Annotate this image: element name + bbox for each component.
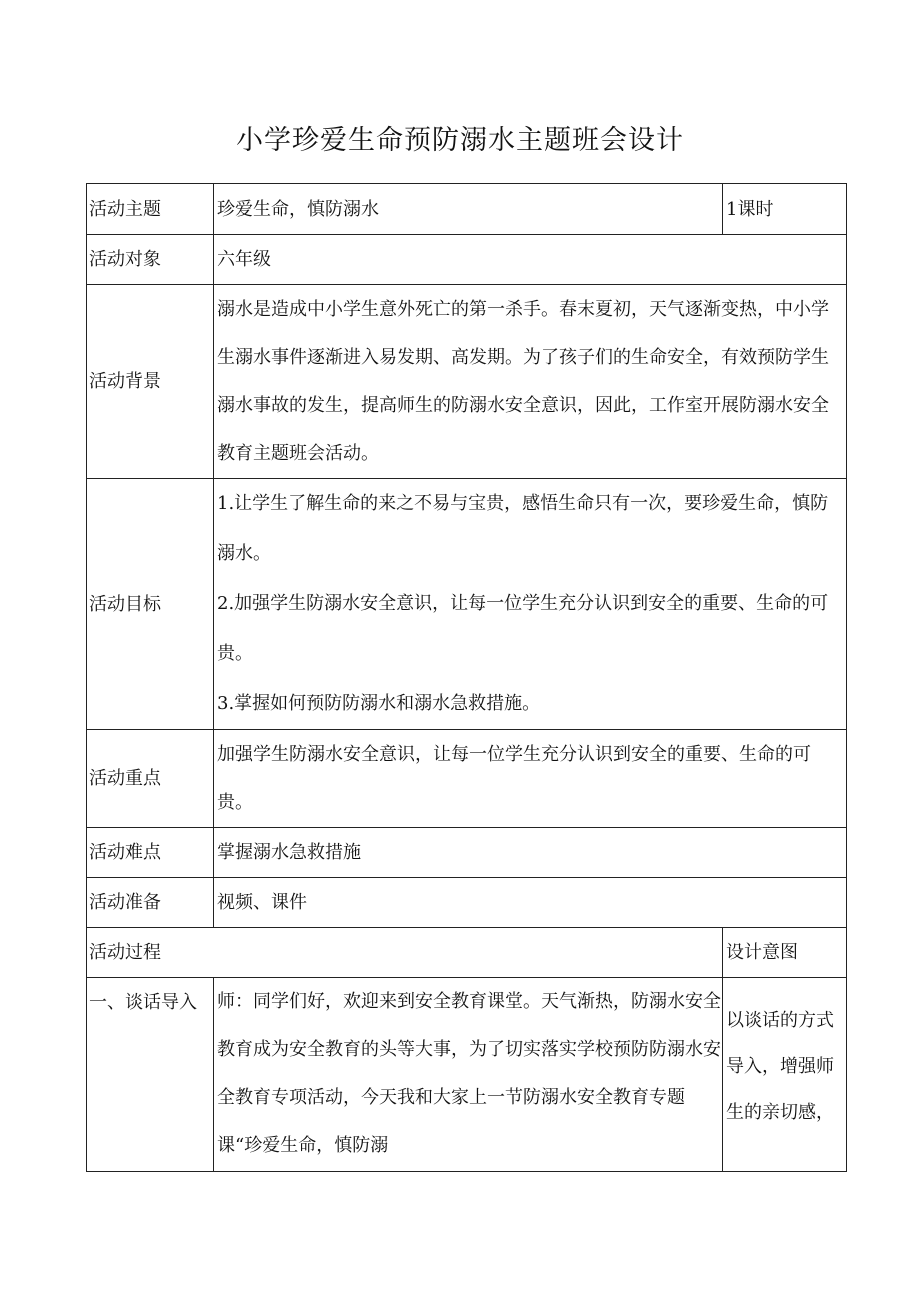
row-step1	[87, 978, 847, 1172]
goal-item: 1.让学生了解生命的来之不易与宝贵，感悟生命只有一次，要珍爱生命，慎防溺水。	[217, 493, 829, 564]
preparation-text: 视频、课件	[214, 878, 847, 928]
lesson-plan-table	[86, 183, 847, 1172]
row-process-header	[87, 928, 847, 978]
row-preparation	[87, 878, 847, 928]
theme-label: 活动主题	[87, 184, 214, 235]
row-goals	[87, 479, 847, 730]
step1-intent: 以谈话的方式导入，增强师生的亲切感，	[723, 978, 847, 1172]
goal-item: 2.加强学生防溺水安全意识，让每一位学生充分认识到安全的重要、生命的可贵。	[217, 593, 829, 664]
step1-content	[214, 978, 723, 1172]
theme-duration: 1课时	[723, 184, 847, 235]
audience-value: 六年级	[214, 235, 847, 285]
row-audience	[87, 235, 847, 285]
row-difficulty	[87, 828, 847, 878]
preparation-label: 活动准备	[87, 878, 214, 928]
row-background	[87, 285, 847, 479]
focus-text: 加强学生防溺水安全意识，让每一位学生充分认识到安全的重要、生命的可贵。	[214, 730, 847, 828]
theme-value: 珍爱生命，慎防溺水	[214, 184, 723, 235]
difficulty-label: 活动难点	[87, 828, 214, 878]
focus-label: 活动重点	[87, 730, 214, 828]
step1-text: 师：同学们好，欢迎来到安全教育课堂。天气渐热，防溺水安全教育成为安全教育的头等大事，为了切实落实学校预防防溺水安全教育专项活动，今天我和大家上一节防溺水安全教育专题课“珍爱生命，慎防溺	[217, 991, 721, 1156]
step1-label: 一、谈话导入	[87, 978, 214, 1172]
background-label: 活动背景	[87, 285, 214, 479]
background-text: 溺水是造成中小学生意外死亡的第一杀手。春末夏初，天气逐渐变热，中小学生溺水事件逐渐进入易发期、高发期。为了孩子们的生命安全，有效预防学生溺水事故的发生，提高师生的防溺水安全意识，因此，工作室开展防溺水安全教育主题班会活动。	[214, 285, 847, 479]
goal-item: 3.掌握如何预防防溺水和溺水急救措施。	[217, 693, 541, 714]
document-title: 小学珍爱生命预防溺水主题班会设计	[236, 125, 684, 156]
audience-label: 活动对象	[87, 235, 214, 285]
goals-list	[214, 479, 847, 730]
process-label: 活动过程	[87, 928, 723, 978]
row-focus	[87, 730, 847, 828]
goals-label: 活动目标	[87, 479, 214, 730]
row-theme	[87, 184, 847, 235]
intent-header: 设计意图	[723, 928, 847, 978]
difficulty-text: 掌握溺水急救措施	[214, 828, 847, 878]
